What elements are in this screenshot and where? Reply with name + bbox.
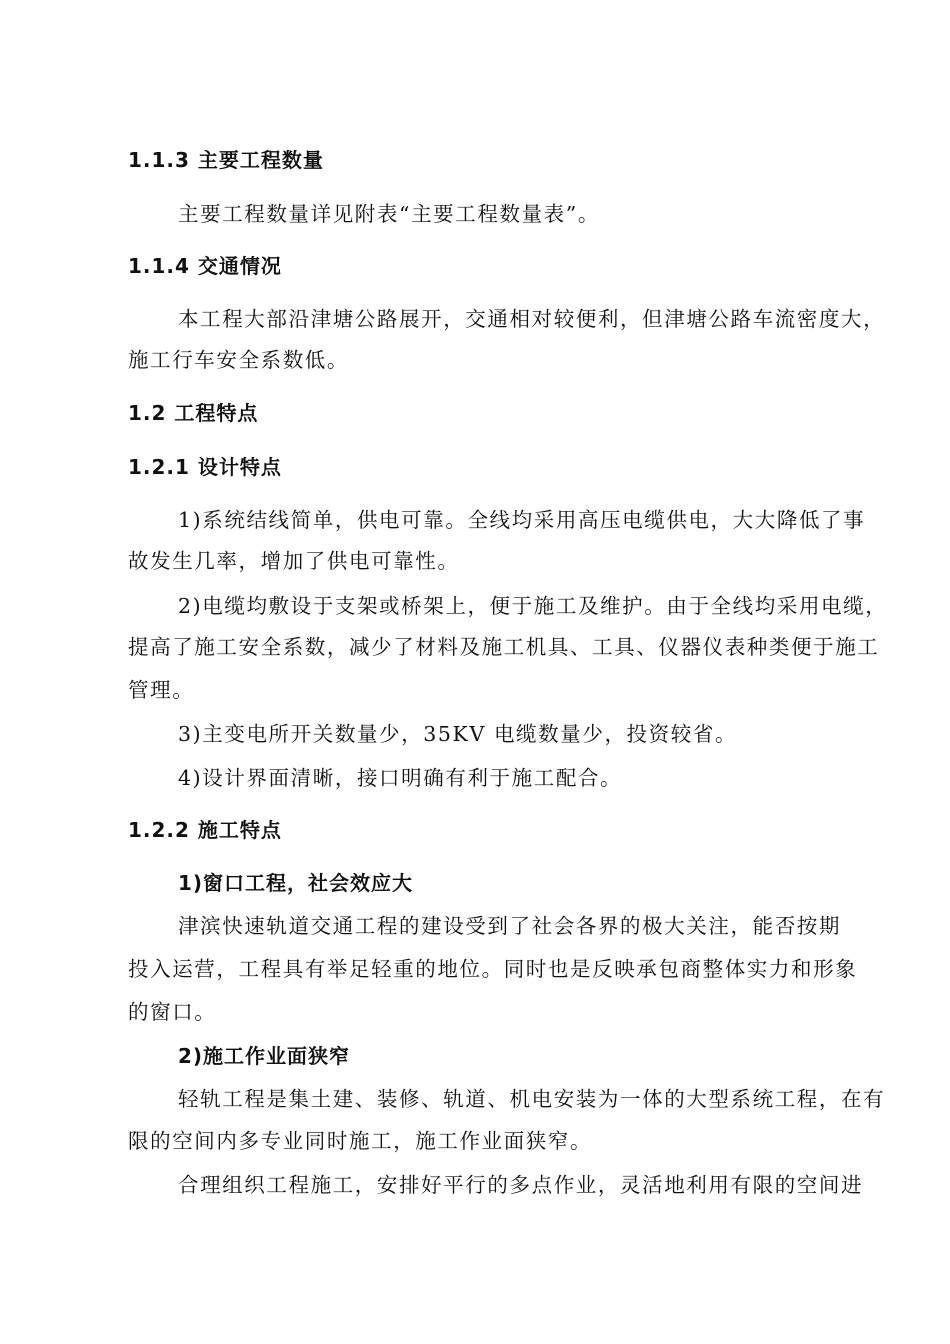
- paragraph-line: 轻轨工程是集土建、装修、轨道、机电安装为一体的大型系统工程，在有: [178, 1087, 886, 1111]
- subheading: 1)窗口工程，社会效应大: [178, 871, 414, 895]
- paragraph-line: 主要工程数量详见附表“主要工程数量表”。: [178, 202, 600, 226]
- list-item-line: 3)主变电所开关数量少，35KV 电缆数量少，投资较省。: [178, 722, 738, 746]
- list-item-line: 提高了施工安全系数，减少了材料及施工机具、工具、仪器仪表种类便于施工: [128, 635, 880, 659]
- section-heading-1-1-3: 1.1.3 主要工程数量: [128, 148, 324, 172]
- list-item-line: 故发生几率，增加了供电可靠性。: [128, 549, 460, 573]
- paragraph-line: 的窗口。: [128, 1000, 217, 1024]
- section-heading-1-1-4: 1.1.4 交通情况: [128, 254, 282, 278]
- paragraph-line: 合理组织工程施工，安排好平行的多点作业，灵活地利用有限的空间进: [178, 1173, 864, 1197]
- paragraph-line: 限的空间内多专业同时施工，施工作业面狭窄。: [128, 1129, 593, 1153]
- paragraph-line: 津滨快速轨道交通工程的建设受到了社会各界的极大关注，能否按期: [178, 914, 841, 938]
- paragraph-line: 施工行车安全系数低。: [128, 348, 349, 372]
- paragraph-line: 本工程大部沿津塘公路展开，交通相对较便利，但津塘公路车流密度大，: [178, 307, 886, 331]
- subheading: 2)施工作业面狭窄: [178, 1044, 351, 1068]
- section-heading-1-2: 1.2 工程特点: [128, 401, 259, 425]
- list-item-line: 管理。: [128, 678, 195, 702]
- list-item-line: 1)系统结线简单，供电可靠。全线均采用高压电缆供电，大大降低了事: [178, 508, 866, 532]
- list-item-line: 2)电缆均敷设于支架或桥架上，便于施工及维护。由于全线均采用电缆，: [178, 594, 888, 618]
- list-item-line: 4)设计界面清晰，接口明确有利于施工配合。: [178, 766, 623, 790]
- section-heading-1-2-1: 1.2.1 设计特点: [128, 455, 282, 479]
- section-heading-1-2-2: 1.2.2 施工特点: [128, 818, 282, 842]
- paragraph-line: 投入运营，工程具有举足轻重的地位。同时也是反映承包商整体实力和形象: [128, 957, 858, 981]
